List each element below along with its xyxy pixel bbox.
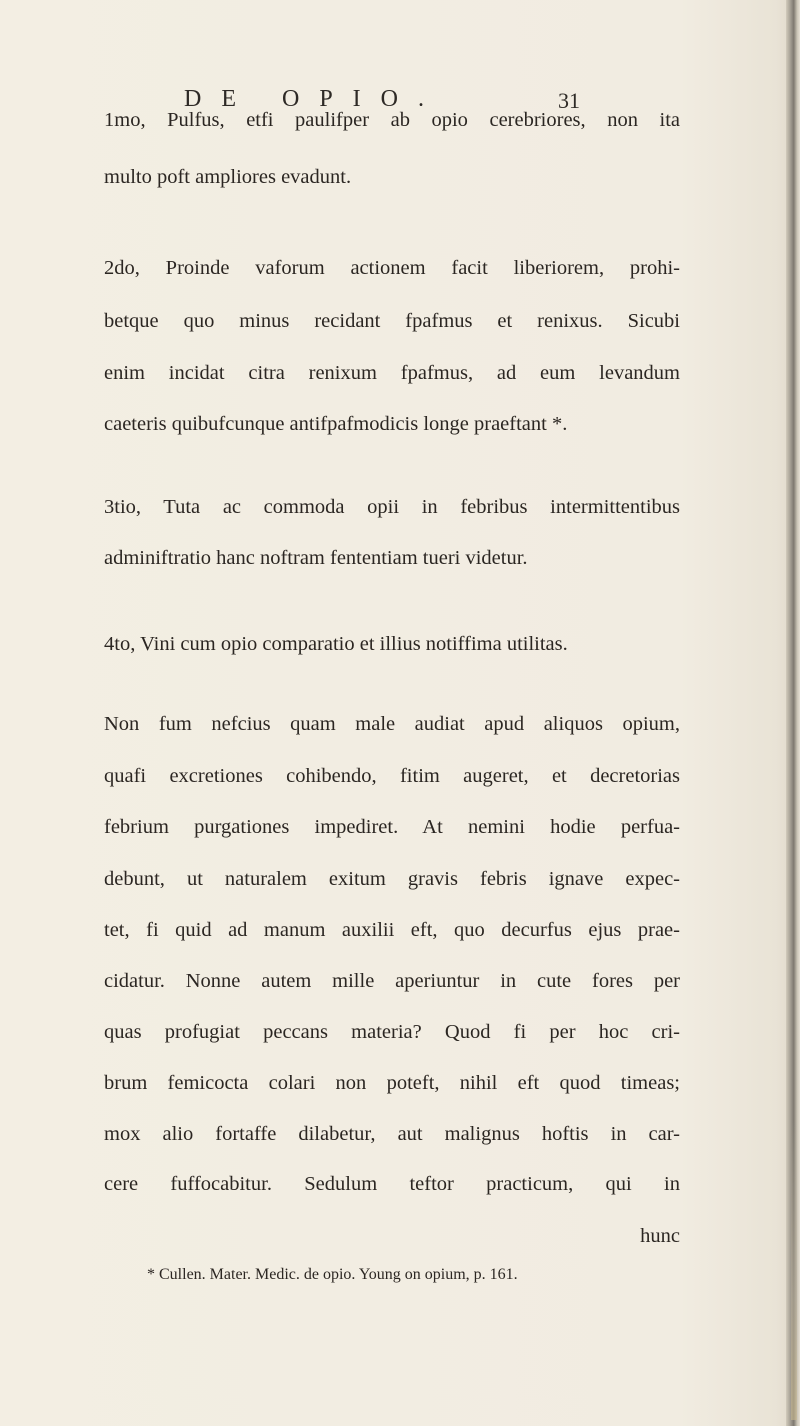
- footnote: * Cullen. Mater. Medic. de opio. Young on opium, p. 161.: [147, 1266, 518, 1283]
- text-line: tet, fi quid ad manum auxilii eft, quo decurfus ejus prae-: [104, 919, 680, 941]
- text-line: Non fum nefcius quam male audiat apud aliquos opium,: [104, 713, 680, 735]
- text-line: caeteris quibufcunque antifpafmodicis longe praeftant *.: [104, 413, 568, 435]
- running-header: DE OPIO.: [184, 86, 444, 112]
- text-line: 3tio, Tuta ac commoda opii in febribus intermittentibus: [104, 496, 680, 518]
- text-line: cidatur. Nonne autem mille aperiuntur in cute fores per: [104, 970, 680, 992]
- text-line: betque quo minus recidant fpafmus et renixus. Sicubi: [104, 310, 680, 332]
- page-number: 31: [558, 88, 580, 113]
- text-line: debunt, ut naturalem exitum gravis febris ignave expec-: [104, 868, 680, 890]
- text-line: 2do, Proinde vaforum actionem facit liberiorem, prohi-: [104, 257, 680, 279]
- text-line: cere fuffocabitur. Sedulum teftor practicum, qui in: [104, 1173, 680, 1195]
- text-line: enim incidat citra renixum fpafmus, ad eum levandum: [104, 362, 680, 384]
- text-line: brum femicocta colari non poteft, nihil eft quod timeas;: [104, 1072, 680, 1094]
- text-line: multo poft ampliores evadunt.: [104, 166, 352, 188]
- text-line: 4to, Vini cum opio comparatio et illius notiffima utilitas.: [104, 633, 568, 655]
- text-line: quas profugiat peccans materia? Quod fi per hoc cri-: [104, 1021, 680, 1043]
- text-line: 1mo, Pulfus, etfi paulifper ab opio cerebriores, non ita: [104, 109, 680, 131]
- text-line: febrium purgationes impediret. At nemini hodie perfua-: [104, 816, 680, 838]
- page-fold-shadow: [791, 1120, 797, 1420]
- catchword: hunc: [640, 1225, 680, 1247]
- text-line: adminiftratio hanc noftram fententiam tueri videtur.: [104, 547, 528, 569]
- text-line: mox alio fortaffe dilabetur, aut malignus hoftis in car-: [104, 1123, 680, 1145]
- text-line: quafi excretiones cohibendo, fitim augeret, et decretorias: [104, 765, 680, 787]
